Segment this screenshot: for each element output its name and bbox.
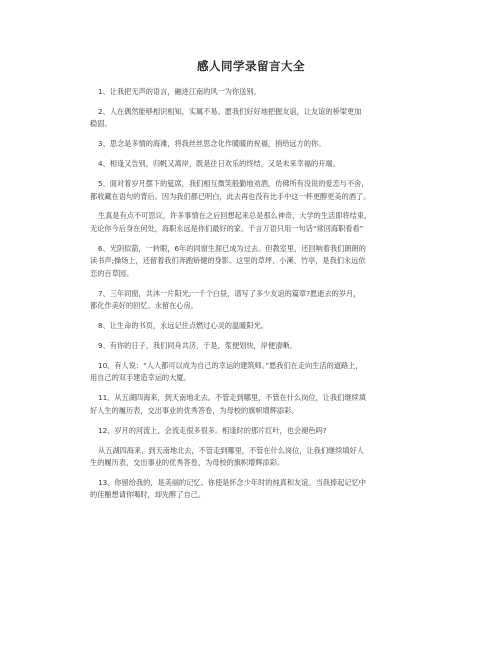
- paragraph: [90, 243, 422, 281]
- paragraph: [90, 86, 422, 99]
- paragraph-line: 2、人在偶然能够相识相知，实属不易。愿我们好好地把握友谊，让友谊的桥梁更加: [98, 106, 362, 116]
- paragraph-line: 10、有人说：“人人都可以成为自己的幸运的建筑师。”愿我们在走向生活的道路上，: [98, 360, 363, 370]
- paragraph-line: 11、从五湖四海来，到天南地北去。不管走到哪里，不管在什么岗位，让我们继续填: [98, 393, 366, 403]
- paragraph-line: 都收藏在语句的背后。因为我们都已明白，此去再也没有比手中这一杯更醇更美的酒了。: [90, 191, 371, 201]
- paragraph: [90, 340, 422, 353]
- paragraph: [90, 210, 422, 235]
- paragraph: [90, 425, 422, 438]
- paragraph: [90, 178, 422, 203]
- paragraph-line: 9、有你的日子，我们同舟共济，于是，浆便划快，岸便清晰。: [98, 341, 297, 351]
- paragraph: [90, 445, 422, 470]
- paragraph-line: 8、让生命的书页，永远记住点燃过心灵的温暖阳光。: [98, 321, 268, 331]
- paragraph-line: 稳固。: [90, 119, 112, 129]
- paragraph: [90, 477, 422, 502]
- document-body: [90, 86, 422, 509]
- paragraph-line: 的佳酿想请你喝时，却先醉了自己。: [90, 490, 206, 500]
- paragraph: [90, 138, 422, 151]
- paragraph: [90, 320, 422, 333]
- paragraph-line: 4、相逢又告别，归帆又离岸，既是往日欢乐的终结，又是未来幸福的开端。: [98, 159, 340, 169]
- paragraph-line: 好人生的履历表，交出事业的优秀答卷，为母校的旗帜增辉添彩。: [90, 405, 299, 415]
- paragraph-line: 用自己的双手建造幸运的大厦。: [90, 373, 191, 383]
- paragraph-line: 6、光阴似箭，一转眼，6年的同窗生涯已成为过去。但教室里，还回响着我们朗朗的: [98, 243, 366, 253]
- paragraph-line: 1、让我把无声的语言，融进江南的风一为你送别。: [98, 87, 261, 96]
- paragraph-line: 13、你留给我的，是美丽的记忆。你使是怀念少年时的纯真和友谊。当我捧起记忆中: [98, 477, 366, 487]
- paragraph-line: 无论你今后身在何处，海职永远是你们最好的家。千言万语只用一句话“常回海职看看”: [90, 223, 364, 233]
- paragraph-line: 读书声;操场上，还留着我们奔跑矫健的身影。这里的草坪、小溪、竹亭，是我们永远依: [90, 256, 366, 266]
- paragraph: [90, 360, 422, 385]
- paragraph-line: 生的履历表，交出事业的优秀答卷，为母校的旗帜增辉添彩。: [90, 458, 285, 468]
- paragraph-line: 12、岁月的河流上，会流走很多很多。相逢时的那片红叶，也会褪色吗?: [98, 425, 327, 435]
- paragraph-line: 生真是有点不可思议，许多事情在之后回想起来总是那么神奇，大学的生活即将结束，: [98, 211, 372, 221]
- paragraph-line: 从五湖四海来，到天南地北去，不管走到哪里，不管在什么岗位，让我们继续填好人: [98, 445, 364, 455]
- paragraph: [90, 392, 422, 417]
- paragraph: [90, 106, 422, 131]
- paragraph: [90, 158, 422, 171]
- paragraph-line: 都化作美好的回忆。永留在心房。: [90, 301, 198, 311]
- paragraph-line: 恋的百草园。: [90, 268, 134, 278]
- paragraph-line: 3、思念是多情的海滩，将我丝丝思念化作暖暖的祝福，捎给远方的你。: [98, 139, 326, 149]
- paragraph-line: 7、三年同窗，共沐一片阳光;一千个白昼，谱写了多少友谊的篇章?愿逝去的岁月，: [98, 288, 361, 298]
- document-title: 感人同学录留言大全: [197, 59, 305, 73]
- paragraph-line: 5、面对着岁月摆下的筵席，我们相互微笑般勤地劝酒，仿佛所有没说的爱恋与不舍，: [98, 179, 369, 189]
- paragraph: [90, 288, 422, 313]
